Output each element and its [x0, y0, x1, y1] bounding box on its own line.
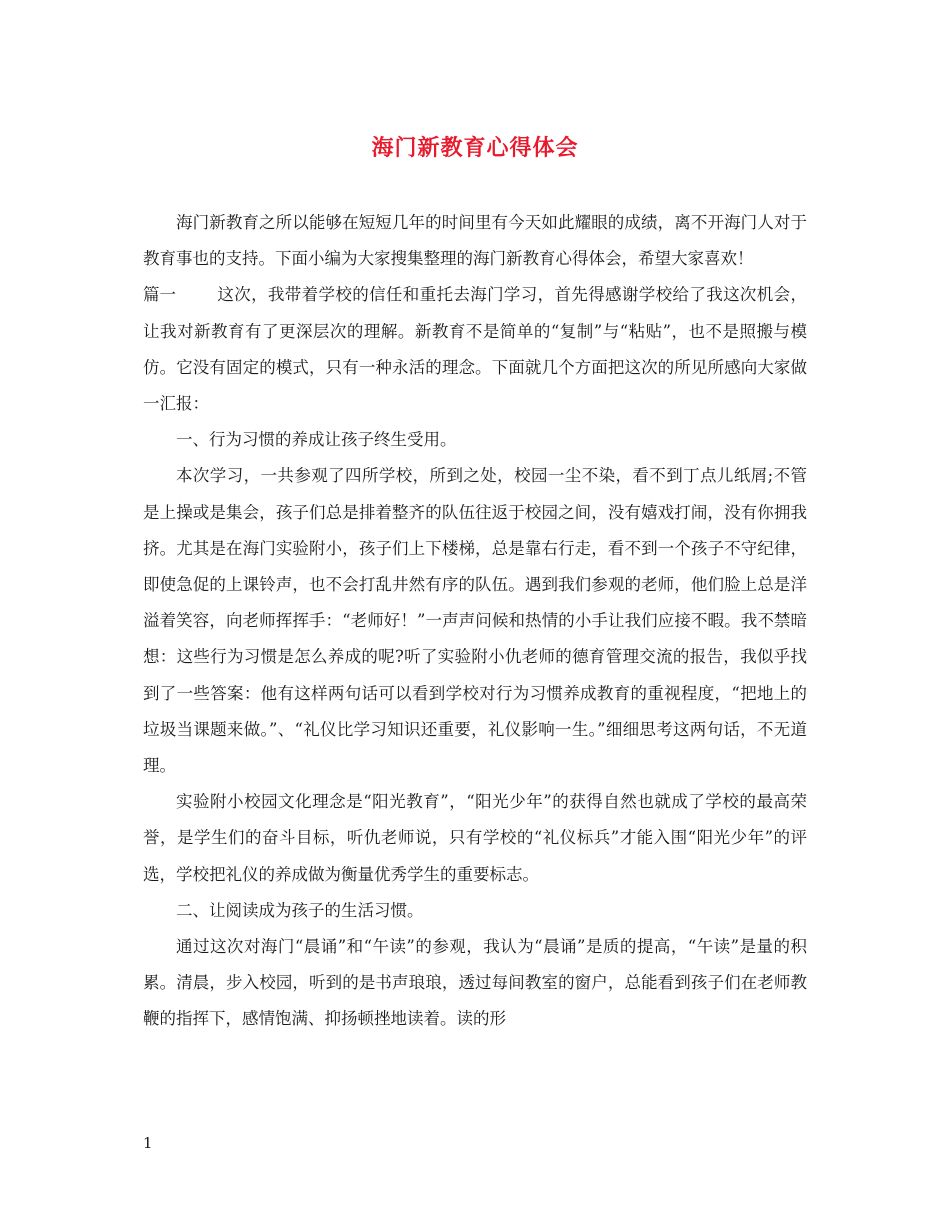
- section-one-text: 这次，我带着学校的信任和重托去海门学习，首先得感谢学校给了我这次机会，让我对新教育有了更深层次的理解。新教育不是简单的“复制”与“粘贴”，也不是照搬与模仿。它没有固定的模式，只有一种永活的理念。下面就几个方面把这次的所见所感向大家做一汇报：: [143, 285, 807, 414]
- paragraph-habits: 本次学习，一共参观了四所学校，所到之处，校园一尘不染，看不到丁点儿纸屑;不管是上操或是集会，孩子们总是排着整齐的队伍往返于校园之间，没有嬉戏打闹，没有你拥我挤。尤其是在海门实验附小，孩子们上下楼梯，总是靠右行走，看不到一个孩子不守纪律，即使急促的上课铃声，也不会打乱井然有序的队伍。遇到我们参观的老师，他们脸上总是洋溢着笑容，向老师挥挥手：“老师好！”一声声问候和热情的小手让我们应接不暇。我不禁暗想：这些行为习惯是怎么养成的呢?听了实验附小仇老师的德育管理交流的报告，我似乎找到了一些答案：他有这样两句话可以看到学校对行为习惯养成教育的重视程度，“把地上的垃圾当课题来做。”、“礼仪比学习知识还重要，礼仪影响一生。”细细思考这两句话，不无道理。: [143, 466, 807, 776]
- section-label: 篇一: [143, 285, 176, 305]
- paragraph-reading: 通过这次对海门“晨诵”和“午读”的参观，我认为“晨诵”是质的提高，“午读”是量的积累。清晨，步入校园，听到的是书声琅琅，透过每间教室的窗户，总能看到孩子们在老师教鞭的指挥下，感情饱满、抑扬顿挫地读着。读的形: [143, 937, 807, 1029]
- heading-one: 一、行为习惯的养成让孩子终生受用。: [176, 430, 457, 450]
- paragraph-sunshine: 实验附小校园文化理念是“阳光教育”，“阳光少年”的获得自然也就成了学校的最高荣誉，是学生们的奋斗目标，听仇老师说，只有学校的“礼仪标兵”才能入围“阳光少年”的评选，学校把礼仪的养成做为衡量优秀学生的重要标志。: [143, 792, 807, 884]
- section-one-paragraph: [143, 277, 807, 422]
- document-title: 海门新教育心得体会: [371, 135, 579, 161]
- heading-two: 二、让阅读成为孩子的生活习惯。: [176, 900, 424, 920]
- document-body: [143, 205, 807, 1038]
- page-number: 1: [143, 1134, 153, 1152]
- intro-paragraph: 海门新教育之所以能够在短短几年的时间里有今天如此耀眼的成绩，离不开海门人对于教育事也的支持。下面小编为大家搜集整理的海门新教育心得体会，希望大家喜欢！: [143, 213, 807, 269]
